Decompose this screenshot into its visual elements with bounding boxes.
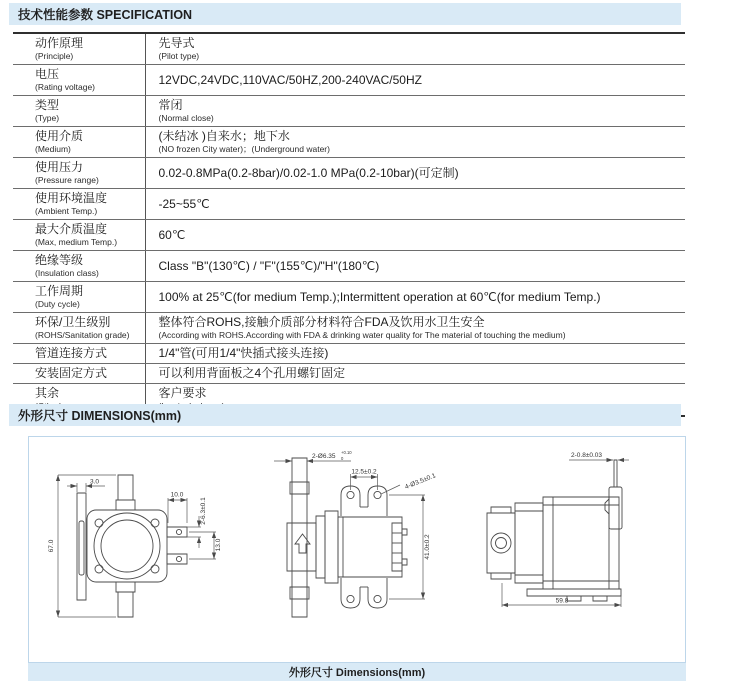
dim-body-height: 41.0±0.2 (424, 534, 431, 560)
row-value-cn: 客户要求 (158, 386, 207, 401)
right-view (487, 452, 629, 607)
dim-terminal-pitch: 13.0 (215, 538, 222, 552)
row-label-cn: 使用介质 (35, 129, 84, 144)
table-row-type (13, 96, 685, 127)
table-row-mounting (13, 364, 685, 384)
row-label-cn: 其余 (35, 386, 60, 401)
row-value-en: (NO frozen City water)；(Underground water) (158, 144, 330, 155)
row-label-en: (Insulation class) (35, 268, 99, 279)
row-label-en: (Medium) (35, 144, 71, 155)
row-label-cn: 环保/卫生级别 (35, 315, 111, 330)
row-value-en: (Pilot type) (158, 51, 200, 61)
row-value-en: (Normal close) (158, 113, 214, 124)
table-row-max-medium-temp (13, 220, 685, 251)
table-row-pressure (13, 158, 685, 189)
row-value-cn: -25~55℃ (158, 196, 210, 211)
row-label-en: (Pressure range) (35, 175, 99, 186)
dimensions-section-title: 外形尺寸 DIMENSIONS(mm) (18, 409, 182, 423)
dim-terminal-width: 2-6.3±0.1 (200, 497, 207, 525)
drawing-caption: 外形尺寸 Dimensions(mm) (288, 667, 426, 679)
table-row-duty-cycle (13, 282, 685, 313)
table-row-insulation (13, 251, 685, 282)
row-label-cn: 绝缘等级 (35, 253, 84, 268)
dim-body-length: 59.8 (555, 597, 569, 605)
table-row-pipe-connection (13, 344, 685, 364)
row-label-cn: 工作周期 (35, 284, 84, 299)
dimension-drawing-box (28, 436, 686, 663)
row-label-cn: 最大介质温度 (35, 222, 108, 237)
spec-section-header (9, 3, 681, 25)
row-value-cn: 先导式 (158, 36, 195, 50)
row-value-cn: 0.02-0.8MPa(0.2-8bar)/0.02-1.0 MPa(0.2-10bar)(可定制) (158, 165, 459, 180)
dim-hole-pitch: 12.5±0.2 (351, 468, 377, 476)
row-value-cn: Class "B"(130℃) / "F"(155℃)/"H"(180℃) (158, 258, 380, 273)
row-label-cn: 动作原理 (35, 36, 84, 50)
row-value-en: (According with ROHS.According with FDA & drinking water quality for The material of touching the medium) (158, 330, 566, 341)
row-label-en: (Rating voltage) (35, 82, 96, 93)
table-row-rohs (13, 313, 685, 344)
row-label-cn: 类型 (35, 98, 60, 113)
dim-overall-height: 67.0 (48, 539, 55, 553)
table-row-medium (13, 127, 685, 158)
row-label-en: (Principle) (35, 51, 74, 61)
row-value-cn: 12VDC,24VDC,110VAC/50HZ,200-240VAC/50HZ (158, 72, 422, 87)
table-row-voltage (13, 65, 685, 96)
dim-terminal-length: 10.0 (170, 491, 184, 499)
dimensions-section-header (9, 404, 681, 426)
spec-table (13, 32, 685, 417)
table-row-principle (13, 33, 685, 65)
row-value-cn: 100% at 25℃(for medium Temp.);Intermittent operation at 60℃(for medium Temp.) (158, 289, 601, 304)
dim-tube-od: 2-Ø6.35 (312, 453, 336, 460)
row-label-cn: 电压 (35, 67, 60, 82)
spec-section-title: 技术性能参数 SPECIFICATION (18, 8, 193, 22)
row-label-en: (Duty cycle) (35, 299, 80, 310)
row-value-cn: 1/4"管(可用1/4"快插式接头连接) (158, 346, 329, 361)
front-view (48, 475, 222, 617)
row-label-cn: 安装固定方式 (35, 366, 108, 381)
dim-terminal-thickness: 2-0.8±0.03 (571, 452, 603, 459)
row-label-en: (ROHS/Sanitation grade) (35, 330, 130, 341)
dimension-drawing (29, 437, 685, 662)
row-value-cn: 可以利用背面板之4个孔用螺钉固定 (158, 366, 346, 381)
row-value-cn: 常闭 (158, 98, 183, 113)
row-label-en: (Type) (35, 113, 60, 124)
row-value-cn: (未结冰 )自来水；地下水 (158, 129, 290, 144)
row-label-cn: 使用压力 (35, 160, 84, 175)
side-view (274, 450, 437, 617)
dim-tube-od-tol-up: +0.10 (341, 450, 352, 455)
row-value-cn: 60℃ (158, 227, 186, 242)
row-label-cn: 使用环境温度 (35, 191, 108, 206)
table-row-ambient-temp (13, 189, 685, 220)
row-label-en: (Ambient Temp.) (35, 206, 98, 217)
row-value-cn: 整体符合ROHS,接触介质部分材料符合FDA及饮用水卫生安全 (158, 315, 485, 330)
drawing-caption-bar (28, 663, 686, 681)
row-label-cn: 管道连接方式 (35, 346, 108, 361)
dim-mount-holes: 4-Ø3.5±0.1 (404, 472, 437, 491)
dim-tube-od-tol-low: 0 (341, 456, 344, 461)
dim-plate-thickness: 3.0 (90, 478, 100, 486)
row-label-en: (Max, medium Temp.) (35, 237, 118, 248)
